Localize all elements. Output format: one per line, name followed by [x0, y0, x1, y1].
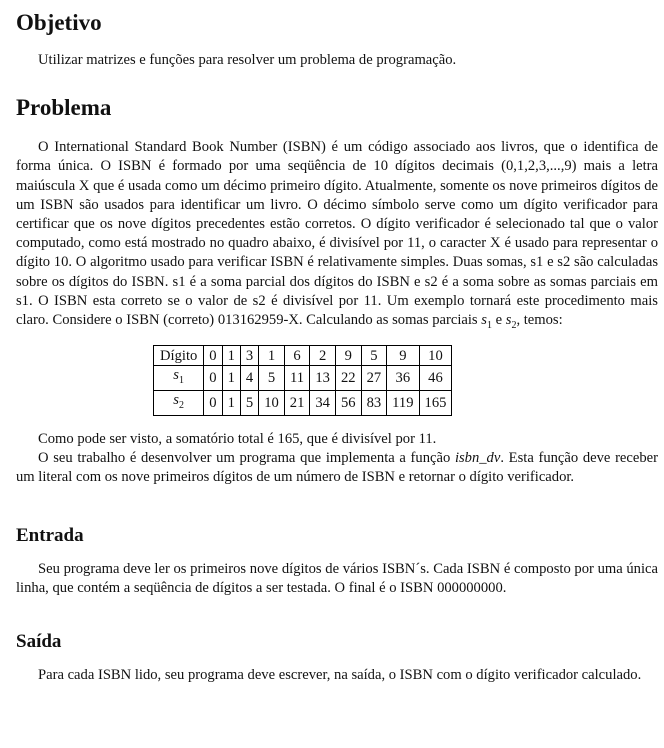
table-cell: 119: [387, 391, 419, 416]
table-cell: 1: [259, 346, 285, 366]
table-cell: 0: [204, 346, 222, 366]
text-and: e: [491, 312, 506, 329]
table-cell: 46: [419, 366, 452, 391]
table-cell: 0: [204, 366, 222, 391]
table-cell: 13: [310, 366, 336, 391]
table-cell: 3: [240, 346, 258, 366]
table-cell: 5: [259, 366, 285, 391]
result-text: Como pode ser visto, a somatório total é 165, que é divisível por 11.: [38, 430, 437, 447]
row-label-s1: $s_1$: [154, 366, 204, 391]
table-cell: 11: [284, 366, 310, 391]
table-cell: 56: [335, 391, 361, 416]
text-end: , temos:: [516, 312, 563, 329]
document-page: [16, 6, 658, 685]
problema-text: [16, 138, 658, 335]
section-title-objetivo: Objetivo: [16, 10, 102, 35]
isbn-table: [153, 345, 452, 416]
task-text-post: . Esta função deve receber um literal com os nove primeiros dígitos de um número de ISBN e retornar o dígito verificador.: [16, 450, 658, 486]
table-cell: 9: [387, 346, 419, 366]
table-row-s2: [154, 391, 452, 416]
task-text-pre: O seu trabalho é desenvolver um programa que implementa a função: [38, 450, 455, 467]
table-cell: 165: [419, 391, 452, 416]
table-cell: 4: [240, 366, 258, 391]
table-cell: 83: [361, 391, 387, 416]
table-cell: 10: [419, 346, 452, 366]
table-cell: 2: [310, 346, 336, 366]
table-cell: 1: [222, 391, 240, 416]
table-cell: 21: [284, 391, 310, 416]
table-cell: 1: [222, 346, 240, 366]
row-label-s2: $s_2$: [154, 391, 204, 416]
function-name: isbn_dv: [454, 450, 501, 467]
symbol-s2: $s_2$: [505, 312, 517, 331]
objetivo-text: Utilizar matrizes e funções para resolver um problema de programação.: [38, 52, 457, 68]
table-cell: 22: [335, 366, 361, 391]
table-cell: 6: [284, 346, 310, 366]
table-cell: 5: [361, 346, 387, 366]
table-cell: 5: [240, 391, 258, 416]
problema-text-main: O International Standard Book Number (ISBN) é um código associado aos livros, que o identifica de forma única. O ISBN é formado por uma seqüência de 10 dígitos decimais (0,1,2,3,...,9) mais a letra maiúscula X que é usada como um décimo primeiro dígito. Atualmente, somente os nove primeiros dígitos de um ISBN são usados para identificar um livro. O décimo símbolo serve como um dígito verificador para certificar que os nove dígitos precedentes estão corretos. O dígito verificador é selecionado tal que o valor computado, como está mostrado no quadro abaixo, é divisível por 11, o caracter X é usado para representar o dígito 10. O algoritmo usado para verificar ISBN é relativamente simples. Duas somas, s1 e s2 são calculadas sobre os dígitos do ISBN. s1 é a soma parcial dos dígitos do ISBN e s2 é a soma sobre as somas parciais em s1. O ISBN esta correto se o valor de s2 é divisível por 11. Um exemplo tornará este procedimento mais claro. Considere o ISBN (correto) 013162959-X. Calculando as somas parciais: [16, 139, 658, 329]
table-row-s1: [154, 366, 452, 391]
table-cell: 34: [310, 391, 336, 416]
table-row-digits: [154, 346, 452, 366]
table-cell: 10: [259, 391, 285, 416]
table-cell: 27: [361, 366, 387, 391]
saida-text: Para cada ISBN lido, seu programa deve escrever, na saída, o ISBN com o dígito verificador calculado.: [38, 666, 642, 683]
symbol-s1: $s_1$: [481, 312, 492, 331]
table-cell: 1: [222, 366, 240, 391]
section-title-saida: Saída: [16, 630, 62, 652]
row-label-digit: Dígito: [154, 346, 204, 366]
table-cell: 9: [335, 346, 361, 366]
entrada-text: Seu programa deve ler os primeiros nove dígitos de vários ISBN´s. Cada ISBN é composto por uma única linha, que contém a seqüência de dígitos a ser testada. O final é o ISBN 000000000.: [16, 560, 658, 596]
task-text: [16, 449, 658, 487]
section-title-problema: Problema: [16, 95, 112, 121]
table-cell: 0: [204, 391, 222, 416]
table-cell: 36: [387, 366, 419, 391]
section-title-entrada: Entrada: [16, 524, 84, 546]
